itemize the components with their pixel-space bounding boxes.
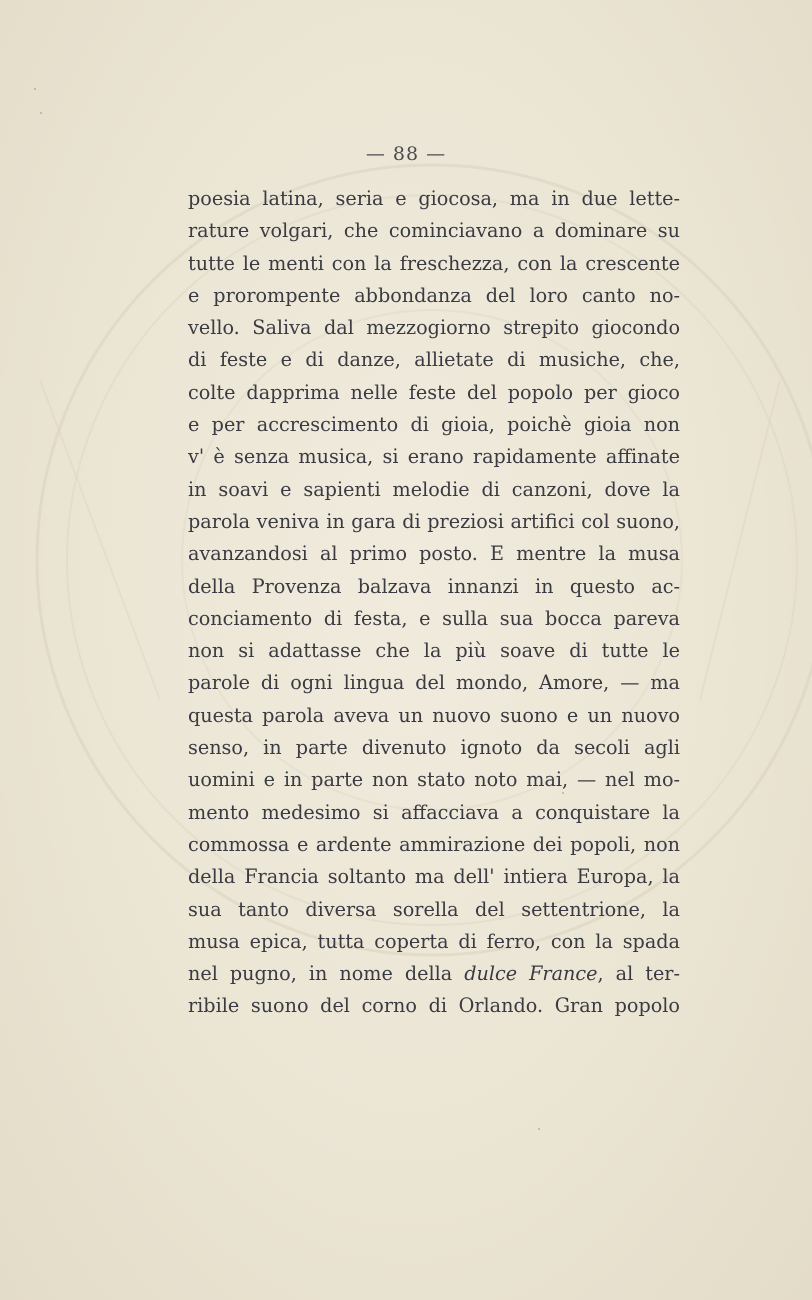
text-line-9: v' è senza musica, si erano rapidamente affinate (188, 445, 680, 469)
text-line-26: ribile suono del corno di Orlando. Gran popolo (188, 994, 680, 1018)
text-line-6: di feste e di danze, allietate di musiche, che, (188, 348, 680, 372)
text-line-19: uomini e in parte non stato noto mai, — nel mo- (188, 768, 680, 792)
text-line-15: non si adattasse che la più soave di tutte le (188, 639, 680, 663)
text-line-3: tutte le menti con la freschezza, con la crescente (188, 251, 680, 275)
text-line-2: rature volgari, che cominciavano a dominare su (188, 219, 680, 243)
text-line-24: musa epica, tutta coperta di ferro, con la spada (188, 929, 680, 953)
text-line-10: in soavi e sapienti melodie di canzoni, dove la (188, 477, 680, 501)
text-line-1: poesia latina, seria e giocosa, ma in due lette- (188, 187, 680, 210)
body-text (188, 183, 680, 1023)
text-line-25-end: , al ter- (597, 962, 680, 986)
text-line-20: mento medesimo si affacciava a conquistare la (188, 800, 680, 824)
text-line-16: parole di ogni lingua del mondo, Amore, — ma (188, 671, 680, 695)
text-line-17: questa parola aveva un nuovo suono e un nuovo (188, 703, 680, 727)
text-line-23: sua tanto diversa sorella del settentrione, la (188, 897, 680, 921)
text-line-18: senso, in parte divenuto ignoto da secoli agli (188, 736, 680, 760)
text-line-4: e prorompente abbondanza del loro canto no- (188, 283, 680, 307)
text-line-21: commossa e ardente ammirazione dei popoli, non (188, 832, 680, 856)
text-line-5: vello. Saliva dal mezzogiorno strepito giocondo (188, 316, 680, 340)
page-number: — 88 — (365, 143, 447, 165)
text-line-12: avanzandosi al primo posto. E mentre la musa (188, 542, 680, 566)
italic-phrase: dulce France (464, 962, 598, 986)
text-line-22: della Francia soltanto ma dell' intiera Europa, la (188, 865, 680, 889)
text-line-8: e per accrescimento di gioia, poichè gioia non (188, 413, 680, 437)
text-line-25 (188, 958, 680, 990)
text-line-11: parola veniva in gara di preziosi artifici col suono, (188, 509, 680, 533)
text-line-7: colte dapprima nelle feste del popolo per gioco (188, 380, 680, 404)
text-line-25-start: nel pugno, in nome della (188, 962, 465, 986)
text-line-14: conciamento di festa, e sulla sua bocca pareva (188, 606, 680, 630)
text-line-13: della Provenza balzava innanzi in questo ac- (188, 574, 680, 598)
